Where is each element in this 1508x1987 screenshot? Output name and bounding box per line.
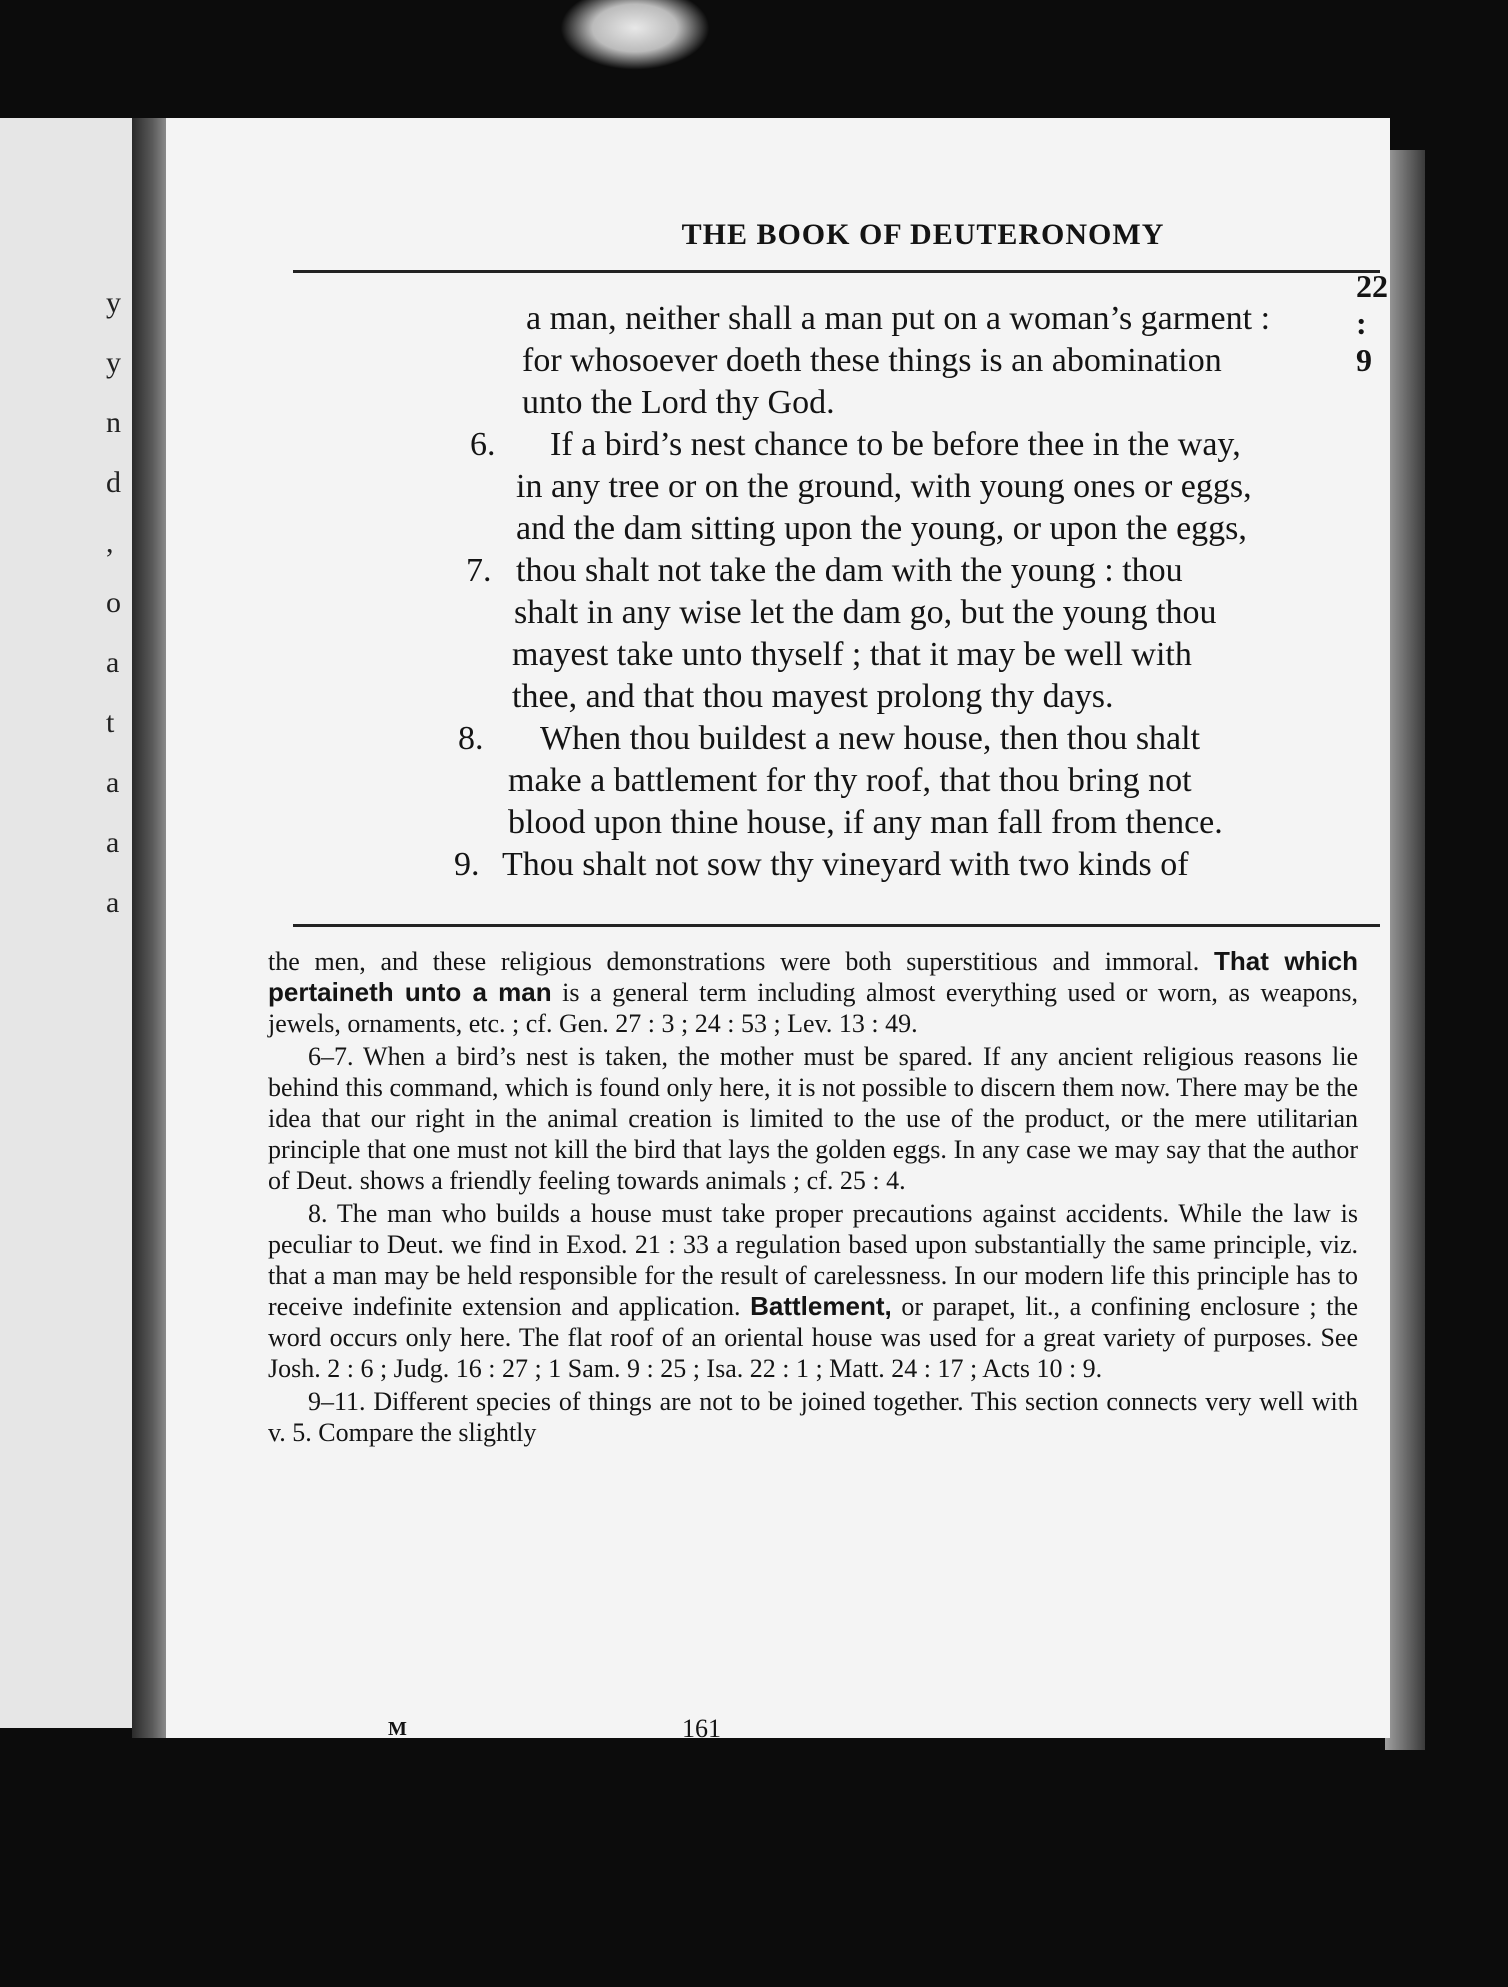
commentary-notes xyxy=(268,946,1358,1450)
scripture-text xyxy=(240,298,1390,886)
line-text: mayest take unto thyself ; that it may be well with xyxy=(512,636,1192,673)
text-line xyxy=(240,802,1390,844)
text-line xyxy=(240,844,1390,886)
edge-char: d xyxy=(106,466,121,499)
text-notes-divider xyxy=(293,924,1380,927)
text-line xyxy=(240,634,1390,676)
line-text: in any tree or on the ground, with young ones or eggs, xyxy=(516,468,1252,505)
scan-smudge xyxy=(560,0,710,70)
edge-char: y xyxy=(106,286,121,319)
text-line xyxy=(240,760,1390,802)
book-gutter xyxy=(132,118,166,1738)
page-fore-edge xyxy=(1385,150,1425,1750)
line-text: and the dam sitting upon the young, or upon the eggs, xyxy=(516,510,1247,547)
facing-page-edge xyxy=(0,118,132,1728)
edge-char: a xyxy=(106,886,120,919)
note-paragraph: 9–11. Different species of things are not to be joined together. This section connects very well with v. 5. Compare the slightly xyxy=(268,1387,1358,1447)
running-head: THE BOOK OF DEUTERONOMY xyxy=(681,218,1165,251)
edge-char: y xyxy=(106,346,121,379)
text-line xyxy=(240,550,1390,592)
edge-char: a xyxy=(106,826,120,859)
bold-term: Battlement, xyxy=(750,1291,892,1321)
text-line xyxy=(240,382,1390,424)
verse-number: 8. xyxy=(458,720,484,757)
line-text: If a bird’s nest chance to be before thee in the way, xyxy=(550,426,1241,463)
edge-char: n xyxy=(106,406,121,439)
line-text: When thou buildest a new house, then thou shalt xyxy=(540,720,1201,757)
verse-number: 9. xyxy=(454,846,480,883)
verse-number: 7. xyxy=(466,552,492,589)
line-text: shalt in any wise let the dam go, but the young thou xyxy=(514,594,1217,631)
line-text: make a battlement for thy roof, that thou bring not xyxy=(508,762,1192,799)
edge-char: a xyxy=(106,766,120,799)
line-text: thee, and that thou mayest prolong thy days. xyxy=(512,678,1114,715)
page-number: 161 xyxy=(682,1714,721,1743)
book-page xyxy=(166,118,1390,1743)
text-line xyxy=(240,340,1390,382)
text-line xyxy=(240,424,1390,466)
note-paragraph: the men, and these religious demonstrations were both superstitious and immoral. That which pertaineth unto a man is a general term including almost everything used or worn, as weapons, jewels, ornaments, etc. ; cf. Gen. 27 : 3 ; 24 : 53 ; Lev. 13 : 49. xyxy=(268,946,1359,1038)
text-line xyxy=(240,718,1390,760)
line-text: thou shalt not take the dam with the young : thou xyxy=(516,552,1183,589)
text-line xyxy=(240,676,1390,718)
bold-term: That which pertaineth unto a man xyxy=(268,946,1359,1007)
facing-page-characters xyxy=(106,288,126,948)
note-paragraph: 6–7. When a bird’s nest is taken, the mother must be spared. If any ancient religious reasons lie behind this command, which is found only here, it is not possible to discern them now. There may be the idea that our right in the animal creation is limited to the use of the product, or the mere utilitarian principle that one must not kill the bird that lays the golden eggs. In any case we may say that the author of Deut. shows a friendly feeling towards animals ; cf. 25 : 4. xyxy=(268,1042,1358,1195)
edge-char: a xyxy=(106,646,120,679)
signature-mark: M xyxy=(388,1718,407,1740)
line-text: blood upon thine house, if any man fall from thence. xyxy=(508,804,1223,841)
header-rule xyxy=(293,270,1380,273)
text-line xyxy=(240,298,1390,340)
note-paragraph: 8. The man who builds a house must take proper precautions against accidents. While the law is peculiar to Deut. we find in Exod. 21 : 33 a regulation based upon substantially the same principle, viz. that a man may be held responsible for the result of carelessness. In our modern life this principle has to receive indefinite extension and application. Battlement, or parapet, lit., a confining enclosure ; the word occurs only here. The flat roof of an oriental house was used for a great variety of purposes. See Josh. 2 : 6 ; Judg. 16 : 27 ; 1 Sam. 9 : 25 ; Isa. 22 : 1 ; Matt. 24 : 17 ; Acts 10 : 9. xyxy=(268,1199,1359,1383)
line-text: a man, neither shall a man put on a woman’s garment : xyxy=(526,300,1271,337)
text-line xyxy=(240,508,1390,550)
line-text: unto the Lord thy God. xyxy=(522,384,835,421)
line-text: for whosoever doeth these things is an abomination xyxy=(522,342,1222,379)
line-text: Thou shalt not sow thy vineyard with two kinds of xyxy=(502,846,1189,883)
edge-char: o xyxy=(106,586,121,619)
edge-char: , xyxy=(106,526,114,559)
chapter-verse-ref: 22 : 9 xyxy=(1356,268,1388,378)
edge-char: t xyxy=(106,706,115,739)
text-line xyxy=(240,592,1390,634)
text-line xyxy=(240,466,1390,508)
verse-number: 6. xyxy=(470,426,496,463)
